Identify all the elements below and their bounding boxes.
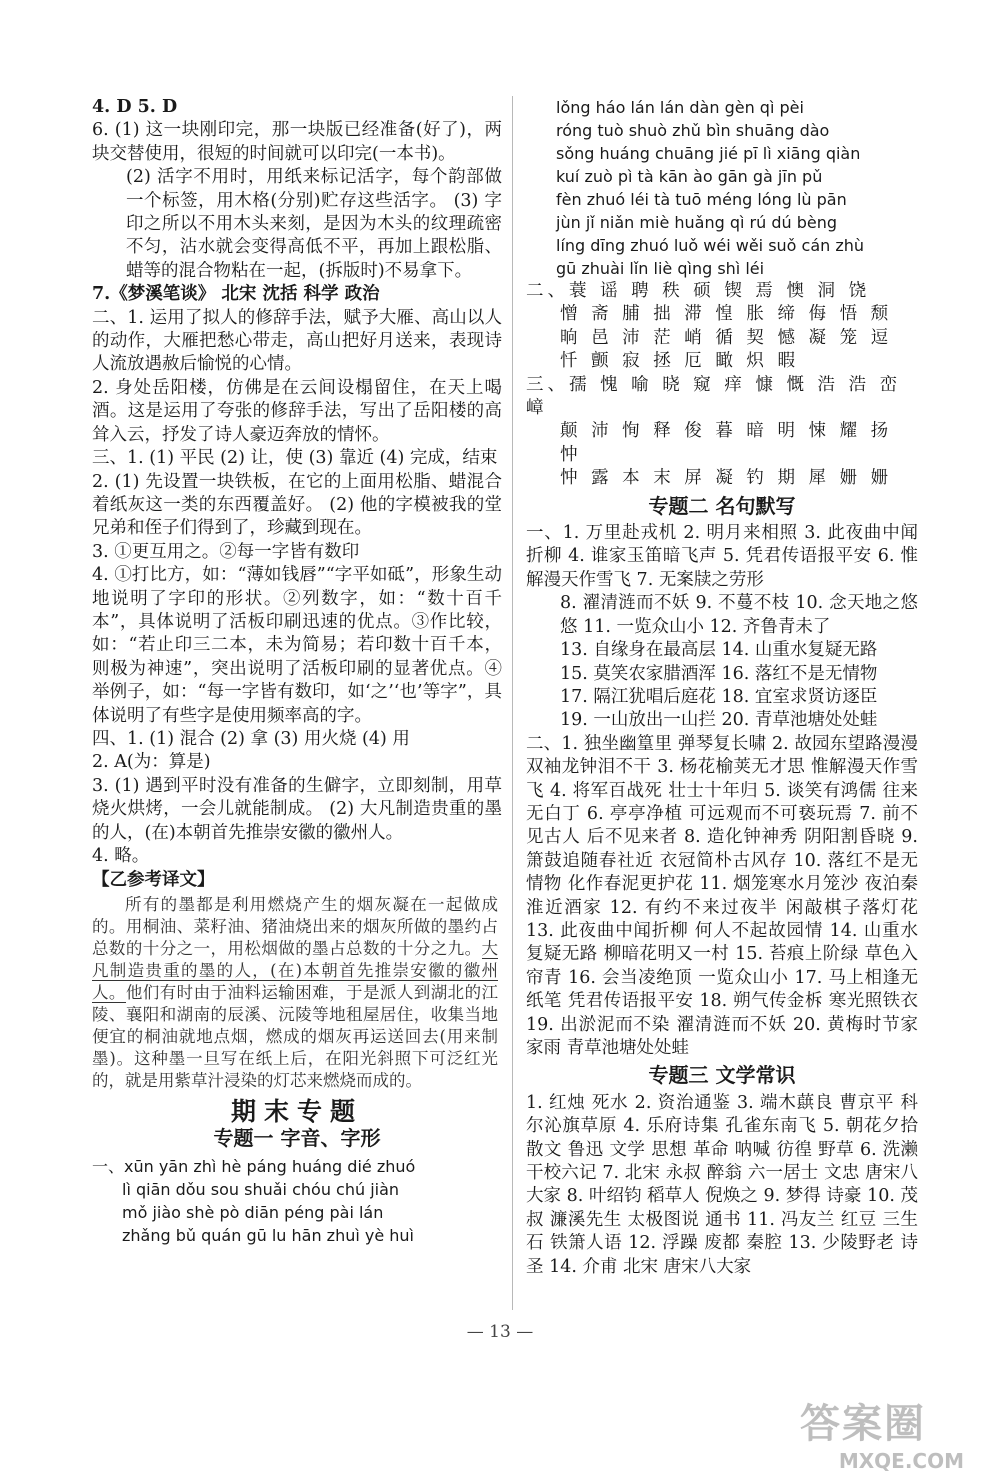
answer-line: 4. D 5. D [92, 97, 178, 117]
pinyin-line: jùn jǐ niǎn miè huǎng qì rú dú bèng [556, 213, 838, 232]
watermark-main: 答案圈 [800, 1401, 926, 1447]
pinyin-line: líng dīng zhuó luǒ wéi wěi suǒ cán zhù [556, 236, 865, 255]
translation-part-1: 所有的墨都是利用燃烧产生的烟灰凝在一起做成的。用桐油、菜籽油、猪油烧出来的烟灰所做的墨约占总数的十分之一，用松烟做的墨占总数的十分之九。 [92, 894, 498, 958]
answer-line: 4. ①打比方，如：“薄如钱唇”“字平如砥”，形象生动地说明了字印的形状。②列数字，如：“数十百千本”，具体说明了活板印刷迅速的优点。③作比较，如：“若止印三二本，未为简易；若印数十百千本，则极为神速”，突出说明了活板印刷的显著优点。④举例子，如：“每一字皆有数印，如‘之’‘也’等字”，具体说明了有些字是使用频率高的字。 [92, 565, 502, 726]
answer-line: 4. 略。 [92, 846, 150, 866]
pinyin-line: róng tuò shuò zhǔ bìn shuāng dào [556, 121, 830, 140]
answer-line: 四、1. (1) 混合 (2) 拿 (3) 用火烧 (4) 用 [92, 728, 410, 749]
quote-line: 15. 莫笑农家腊酒浑 16. 落红不是无情物 [560, 663, 878, 684]
topic2-title: 专题二 名句默写 [648, 493, 796, 518]
translation-text [92, 894, 498, 1092]
char-line: 忡 露 本 末 屏 凝 钓 期 犀 姗 姗 [560, 468, 893, 489]
page-number: — 13 — [466, 1322, 534, 1342]
answer-line: 7.《梦溪笔谈》 北宋 沈括 科学 政治 [92, 284, 380, 305]
pinyin-block-left [92, 1155, 502, 1247]
answer-line: 3. (1) 遇到平时没有准备的生僻字，立即刻制，用草烧火烘烤，一会儿就能制成。 (2) 大凡制造贵重的墨的人，(在)本朝首先推崇安徽的徽州人。 [92, 775, 502, 843]
pinyin-line: mǒ jiào shè pò diān péng pài lán [122, 1202, 384, 1222]
pinyin-line: kuí zuò pì tà kān ào gān gà jīn pǔ [556, 167, 823, 186]
quote-line: 8. 濯清涟而不妖 9. 不蔓不枝 10. 念天地之悠悠 11. 一览众山小 12. 齐鲁青未了 [560, 593, 918, 637]
char-line: 三、孺 愧 喻 晓 窥 痒 慷 慨 浩 浩 峦 嶂 [526, 374, 902, 419]
pinyin-line: lì qiān dǒu sou shuǎi chóu chú jiàn [122, 1179, 400, 1199]
column-divider [512, 96, 513, 1310]
answer-line: (2) 活字不用时，用纸来标记活字，每个韵部做一个标签，用木格(分别)贮存这些活字。 (3) 字印之所以不用木头来刻，是因为木头的纹理疏密不匀，沾水就会变得高低不平，再加上跟松脂、蜡等的混合物粘在一起，(拆版时)不易拿下。 [126, 167, 502, 281]
pinyin-line: fèn zhuó léi tà tuō méng lóng lù pān [556, 190, 847, 209]
translation-heading: 【乙参考译文】 [92, 870, 215, 891]
char-line: 颠 沛 恂 释 俊 暮 暗 明 悚 耀 扬 忡 [560, 421, 893, 465]
translation-underlined: 大凡制造贵重的墨的人，(在)本朝首先推崇安徽的徽州人。 [92, 938, 498, 1002]
pinyin-block-right [526, 96, 918, 280]
pinyin-line: lǒng háo lán lán dàn gèn qì pèi [556, 98, 804, 117]
char-line: 晌 邑 沛 茫 峭 循 契 憾 凝 笼 逗 [560, 327, 893, 348]
topic3-title: 专题三 文学常识 [648, 1063, 796, 1088]
topic1-title: 专题一 字音、字形 [213, 1126, 381, 1151]
section-title: 期末专题 [230, 1096, 363, 1126]
pinyin-line: gū zhuài lǐn liè qìng shì léi [556, 259, 765, 278]
quote-line: 13. 自缘身在最高层 14. 山重水复疑无路 [560, 640, 878, 661]
answer-line: 6. (1) 这一块刚印完，那一块版已经准备(好了)，两块交替使用，很短的时间就可以印完(一本书)。 [92, 120, 502, 164]
answer-block-left [92, 96, 502, 868]
quote-line: 二、1. 独坐幽篁里 弹琴复长啸 2. 故园东望路漫漫 双袖龙钟泪不干 3. 杨花榆荚无才思 惟解漫天作雪飞 4. 将军百战死 壮士十年归 5. 谈笑有鸿儒 往来无白丁 6. 亭亭净植 可远观而不可亵玩焉 7. 前不见古人 后不见来者 8. 造化钟神秀 阴阳割昏晓 9. 箫鼓追随春社近 衣冠简朴古风存 10. 落红不是无情物 化作春泥更护花 11. 烟笼寒水月笼沙 夜泊秦淮近酒家 12. 有约不来过夜半 闲敲棋子落灯花 13. 此夜曲中闻折柳 何人不起故园情 14. 山重水复疑无路 柳暗花明又一村 15. 苔痕上阶绿 草色入帘青 16. 会当凌绝顶 一览众山小 17. 马上相逢无纸笔 凭君传语报平安 18. 朔气传金柝 寒光照铁衣 19. 出淤泥而不染 濯清涟而不妖 20. 黄梅时节家家雨 青草池塘处处蛙 [526, 733, 918, 1058]
pinyin-line: 一、xūn yān zhì hè páng huáng dié zhuó [92, 1156, 416, 1176]
right-column [526, 96, 918, 1279]
char-line: 二、蓑 谣 聘 秩 硕 锲 焉 懊 洞 饶 [526, 281, 871, 301]
quote-line: 一、1. 万里赴戎机 2. 明月来相照 3. 此夜曲中闻折柳 4. 谁家玉笛暗飞声 5. 凭君传语报平安 6. 惟解漫天作雪飞 7. 无案牍之劳形 [526, 523, 918, 590]
pinyin-line: zhǎng bǔ quán gū lu hān zhuì yè huì [122, 1225, 414, 1245]
watermark-logo [800, 1392, 970, 1473]
watermark-sub: MXQE.COM [838, 1449, 964, 1473]
answer-line: 2. A(为：算是) [92, 752, 211, 773]
char-line: 忏 颤 寂 拯 厄 瞰 炽 暇 [560, 351, 799, 372]
topic3-answers: 1. 红烛 死水 2. 资治通鉴 3. 端木蕻良 曹京平 科尔沁旗草原 4. 乐府诗集 孔雀东南飞 5. 朝花夕拾 散文 鲁迅 文学 思想 革命 呐喊 彷徨 野草 6. 洗濑 干校六记 7. 北宋 永叔 醉翁 六一居士 文忠 唐宋八大家 8. 叶绍钧 稻草人 倪焕之 9. 梦得 诗豪 10. 茂叔 濂溪先生 太极图说 通书 11. 冯友兰 红豆 三生石 铁箫人语 12. 浮躁 废都 秦腔 13. 少陵野老 诗圣 14. 介甫 北宋 唐宋八大家 [526, 1092, 918, 1277]
answer-line: 2. 身处岳阳楼，仿佛是在云间设榻留住，在天上喝酒。这是运用了夸张的修辞手法，写出了岳阳楼的高耸入云，抒发了诗人豪迈奔放的情怀。 [92, 377, 502, 445]
answer-line: 3. ①更互用之。②每一字皆有数印 [92, 541, 360, 562]
char-block-right [526, 280, 918, 491]
char-line: 憎 斋 脯 拙 滞 惶 胀 缔 侮 悟 颓 [560, 304, 893, 325]
quote-line: 19. 一山放出一山拦 20. 青草池塘处处蛙 [560, 710, 878, 731]
pinyin-line: sǒng huáng chuāng jié pī lì xiāng qiàn [556, 144, 861, 163]
quote-line: 17. 隔江犹唱后庭花 18. 宜室求贤访逐臣 [560, 686, 878, 707]
topic2-answers [526, 522, 918, 1060]
answer-line: 三、1. (1) 平民 (2) 让，使 (3) 靠近 (4) 完成，结束 [92, 448, 498, 469]
answer-line: 二、1. 运用了拟人的修辞手法，赋予大雁、高山以人的动作，大雁把愁心带走，高山把好月送来，表现诗人流放遇赦后愉悦的心情。 [92, 307, 502, 375]
left-column [92, 96, 502, 1247]
answer-line: 2. (1) 先设置一块铁板，在它的上面用松脂、蜡混合着纸灰这一类的东西覆盖好。 (2) 他的字模被我的堂兄弟和侄子们得到了，珍藏到现在。 [92, 471, 502, 539]
translation-part-2: 他们有时由于油料运输困难，于是派人到湖北的江陵、襄阳和湖南的辰溪、沅陵等地租屋居住，收集当地便宜的桐油就地点烟，燃成的烟灰再运送回去(用来制墨)。这种墨一旦写在纸上后，在阳光斜照下可泛红光的，就是用紫草汁浸染的灯芯来燃烧而成的。 [92, 982, 499, 1090]
